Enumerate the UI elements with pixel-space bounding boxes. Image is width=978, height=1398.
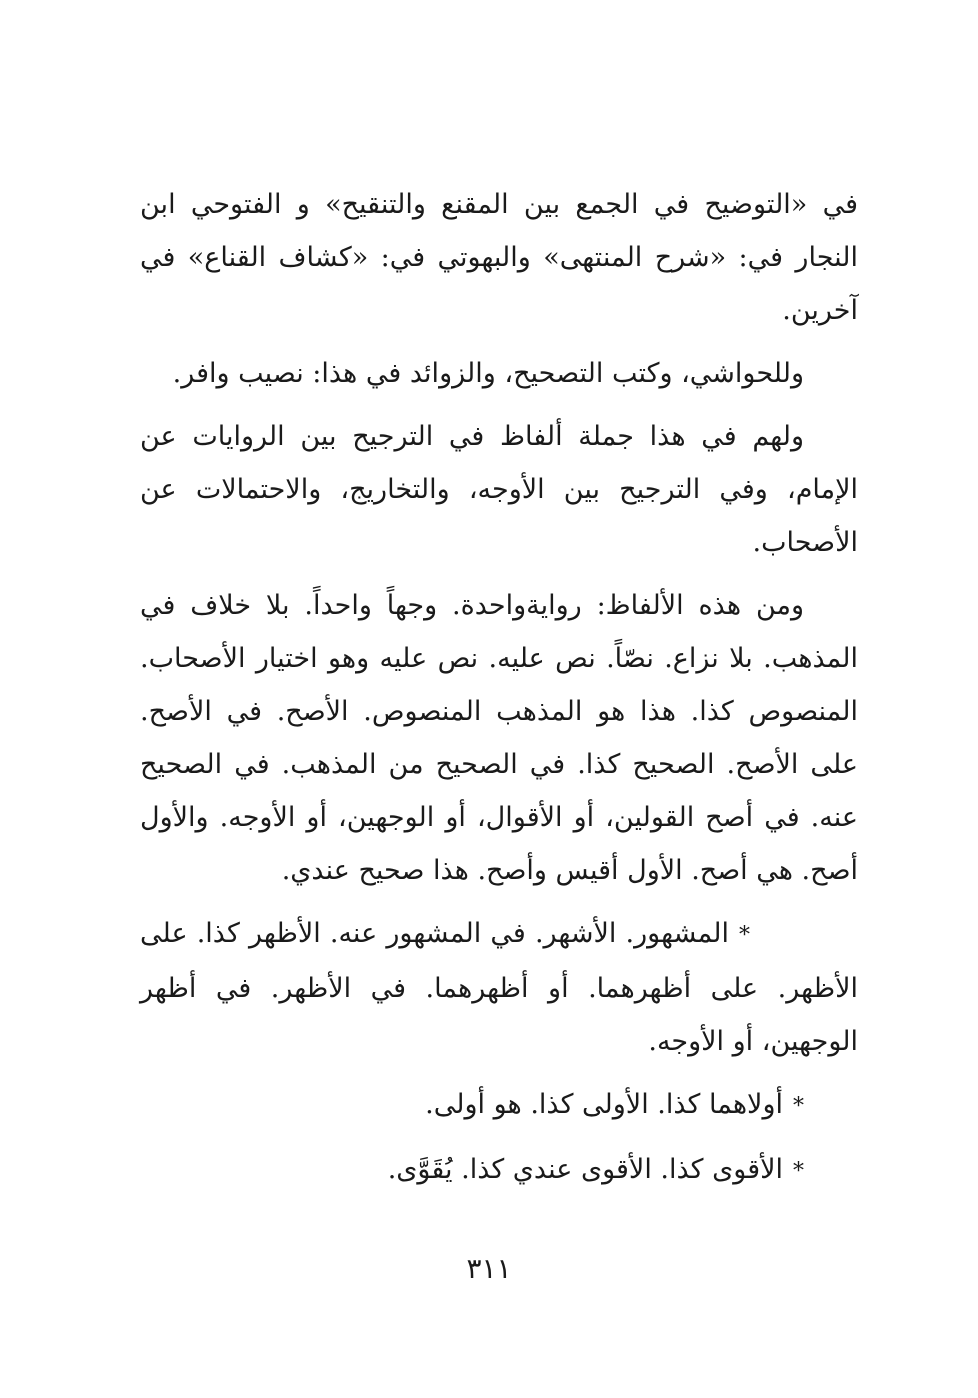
mashhur-text: المشهور. الأشهر. في المشهور عنه. الأظهر كذا. على الأظهر. على أظهرهما. أو أظهرهما. في الأظهر. في أظهر الوجهين، أو الأوجه. <box>140 918 858 1057</box>
paragraph-tawdih-references: في «التوضيح في الجمع بين المقنع والتنقيح» و الفتوحي ابن النجار في: «شرح المنتهى» والبهوتي في: «كشاف القناع» في آخرين. <box>140 189 858 326</box>
asterisk-icon: * <box>739 923 750 948</box>
page-number: ٣١١ <box>466 1252 512 1285</box>
paragraph-aqwa-terms <box>140 1143 858 1198</box>
paragraph-awla-terms <box>140 1078 858 1133</box>
body-text <box>140 178 858 1208</box>
aqwa-text: الأقوى كذا. الأقوى عندي كذا. يُقَوَّى. <box>387 1154 783 1185</box>
asterisk-icon: * <box>793 1159 804 1184</box>
paragraph-sahih-terms: ومن هذه الألفاظ: روايةواحدة. وجهاً واحداً. بلا خلاف في المذهب. بلا نزاع. نصّاً. نص عليه. نص عليه وهو اختيار الأصحاب. المنصوص كذا. هذا هو المذهب المنصوص. الأصح. في الأصح. على الأصح. الصحيح كذا. في الصحيح من المذهب. في الصحيح عنه. في أصح القولين، أو الأقوال، أو الوجهين، أو الأوجه. والأول أصح. هي أصح. الأول أقيس وأصح. هذا صحيح عندي. <box>140 590 858 886</box>
paragraph-hawashi: وللحواشي، وكتب التصحيح، والزوائد في هذا: نصيب وافر. <box>172 358 804 389</box>
paragraph-mashhur-terms <box>140 907 858 1068</box>
awla-text: أولاهما كذا. الأولى كذا. هو أولى. <box>425 1089 783 1120</box>
asterisk-icon: * <box>793 1094 804 1119</box>
paragraph-tarjih-terms: ولهم في هذا جملة ألفاظ في الترجيح بين الروايات عن الإمام، وفي الترجيح بين الأوجه، والتخاريج، والاحتمالات عن الأصحاب. <box>140 421 858 558</box>
